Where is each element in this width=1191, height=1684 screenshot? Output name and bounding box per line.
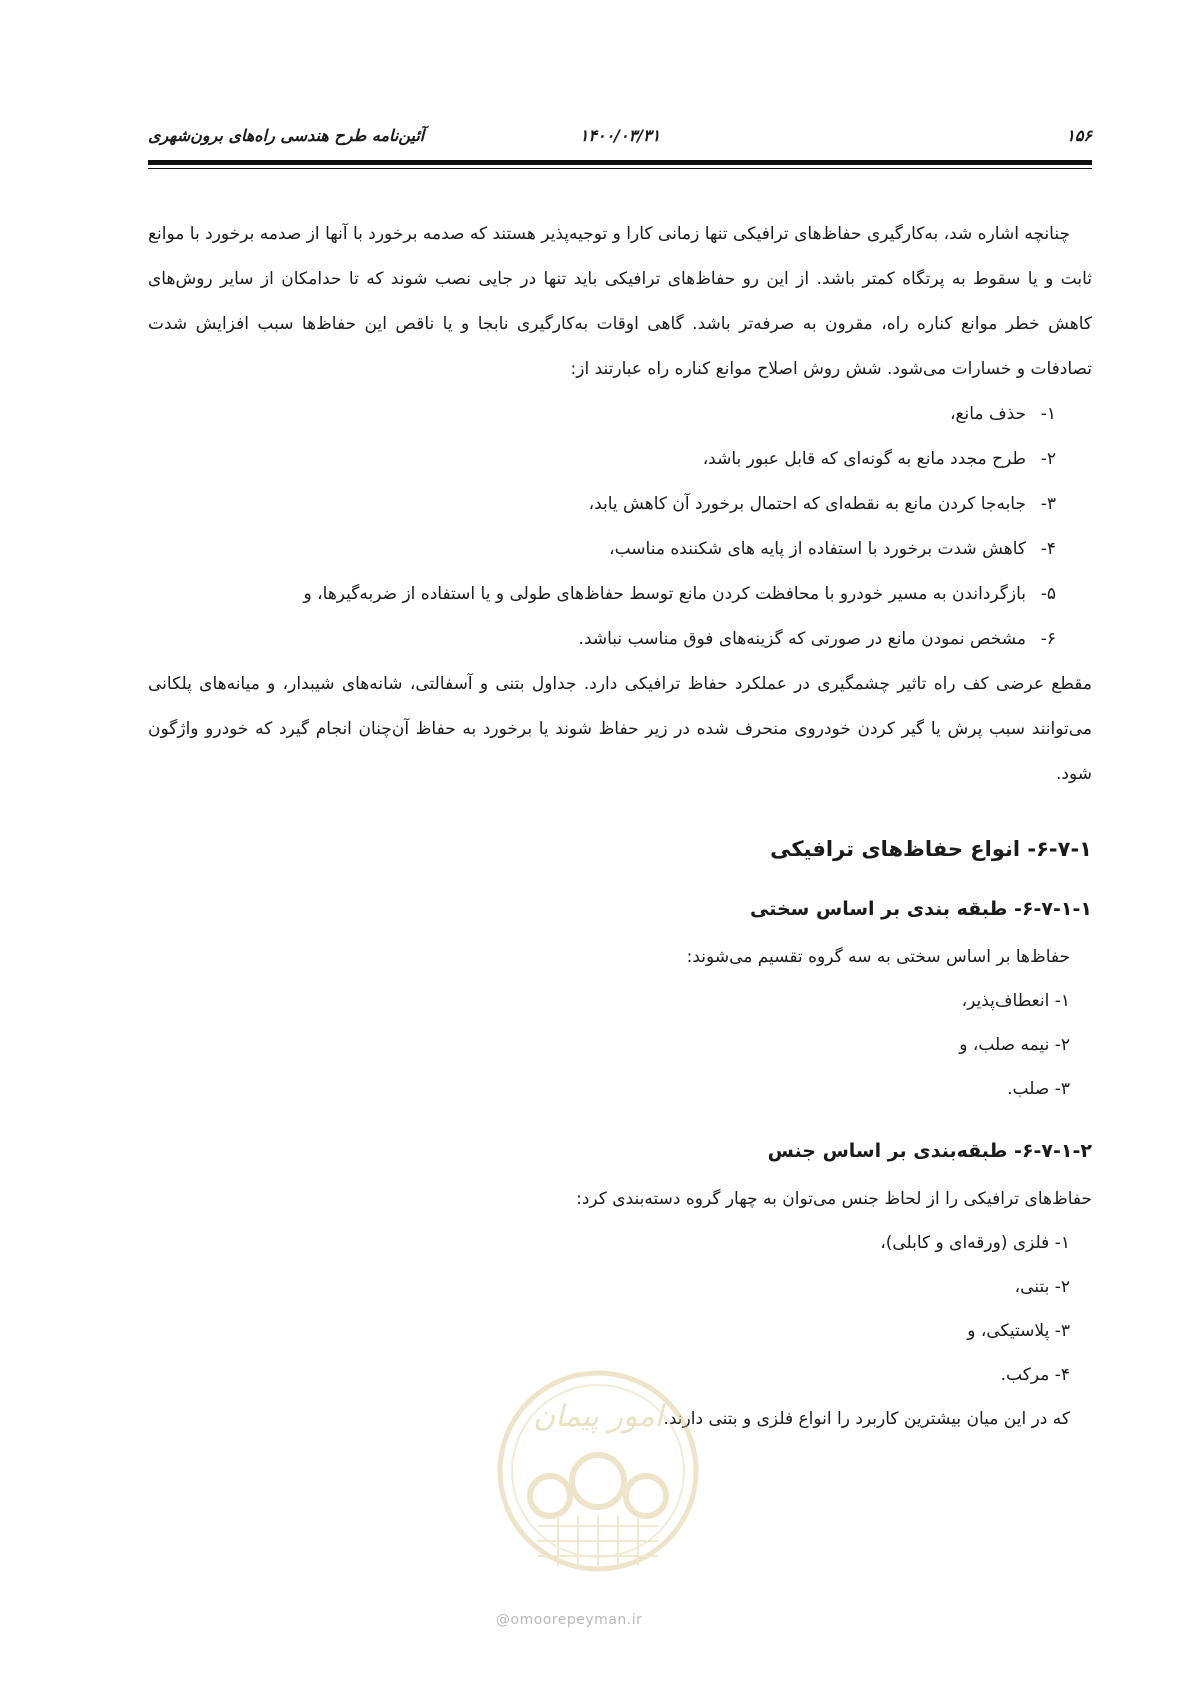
watermark-url: @omoorepeyman.ir (496, 1612, 643, 1628)
list-item: ۱- فلزی (ورقه‌ای و کابلی)، (880, 1233, 1070, 1253)
section-heading: ۶-۷-۱- انواع حفاظ‌های ترافیکی (770, 837, 1092, 861)
subsection-heading-stiffness: ۶-۷-۱-۱- طبقه بندی بر اساس سختی (750, 898, 1092, 920)
material-closing: که در این میان بیشترین کاربرد را انواع فلزی و بتنی دارند. (663, 1409, 1070, 1429)
list-item: ۲-طرح مجدد مانع به گونه‌ای که قابل عبور باشد، (702, 449, 1056, 469)
list-item: ۳- پلاستیکی، و (967, 1321, 1070, 1341)
list-item: ۱- انعطاف‌پذیر، (961, 991, 1070, 1011)
material-intro: حفاظ‌های ترافیکی را از لحاظ جنس می‌توان به چهار گروه دسته‌بندی کرد: (576, 1189, 1092, 1209)
page-header (148, 126, 1092, 152)
page-content (148, 212, 1092, 1441)
intro-paragraph: چنانچه اشاره شد، به‌کارگیری حفاظ‌های ترافیکی تنها زمانی کارا و توجیه‌پذیر هستند که صدمه برخورد با آنها از صدمه برخورد با موانع ثابت و یا سقوط به پرتگاه کمتر باشد. از این رو حفاظ‌های ترافیکی باید تنها در جایی نصب شوند که تا حدامکان از سایر روش‌های کاهش خطر موانع کناره راه، مقرون به صرفه‌تر باشد. گاهی اوقات به‌کارگیری نابجا و یا ناقص این حفاظ‌ها سبب افزایش شدت تصادفات و خسارات می‌شود. شش روش اصلاح موانع کناره راه عبارتند از: (148, 224, 1092, 379)
list-item: ۳- صلب. (1007, 1079, 1070, 1099)
header-date: ۱۴۰۰/۰۳/۳۱ (579, 126, 661, 145)
document-title: آئین‌نامه طرح هندسی راه‌های برون‌شهری (148, 126, 425, 145)
correction-methods-list (148, 392, 1092, 662)
watermark-text: امور پیمان (533, 1399, 663, 1434)
list-item: ۳-جابه‌جا کردن مانع به نقطه‌ای که احتمال برخورد آن کاهش یابد، (588, 494, 1056, 514)
list-item: ۴- مرکب. (1000, 1365, 1070, 1385)
header-rule-thick (148, 160, 1092, 165)
stiffness-intro: حفاظ‌ها بر اساس سختی به سه گروه تقسیم می‌شوند: (686, 947, 1070, 967)
list-item: ۲- بتنی، (1014, 1277, 1070, 1297)
list-item: ۵-بازگرداندن به مسیر خودرو با محافظت کردن مانع توسط حفاظ‌های طولی و یا استفاده از ضربه‌گیرها، و (303, 584, 1056, 604)
list-item: ۶-مشخص نمودن مانع در صورتی که گزینه‌های فوق مناسب نباشد. (578, 629, 1056, 649)
list-item: ۴-کاهش شدت برخورد با استفاده از پایه های شکننده مناسب، (609, 539, 1056, 559)
list-item: ۲- نیمه صلب، و (959, 1035, 1070, 1055)
page-number: ۱۵۶ (1066, 126, 1092, 145)
stiffness-list (148, 979, 1092, 1111)
cross-section-paragraph: مقطع عرضی کف راه تاثیر چشمگیری در عملکرد حفاظ ترافیکی دارد. جداول بتنی و آسفالتی، شانه‌های شیبدار، و میانه‌های پلکانی می‌توانند سبب پرش یا گیر کردن خودروی منحرف شده در زیر حفاظ شوند یا برخورد به حفاظ آن‌چنان انجام گیرد که خودرو واژگون شود. (148, 674, 1092, 784)
header-rule-thin (148, 168, 1092, 169)
watermark-logo (488, 1356, 708, 1606)
subsection-heading-material: ۶-۷-۱-۲- طبقه‌بندی بر اساس جنس (767, 1140, 1092, 1162)
list-item: ۱-حذف مانع، (949, 404, 1056, 424)
